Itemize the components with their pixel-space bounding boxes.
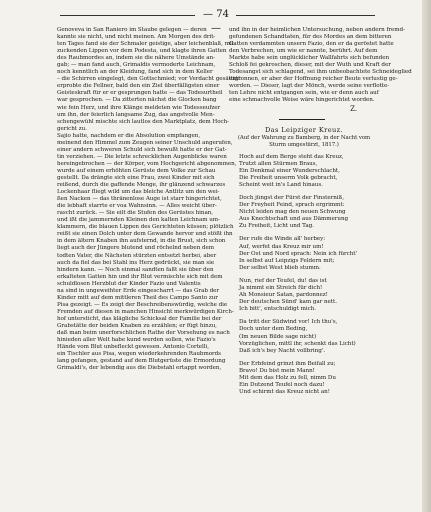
text-line: Geisteskraft für er er gesprungen hatte — das Todesurtheil — [57, 90, 223, 97]
text-line: hof untersticht, das klägliche Schicksal der Familie bei der — [57, 315, 222, 322]
text-line: ten Tages fand sie der Schmaler geistige, aber leichenblaß, mit — [57, 41, 234, 48]
text-line: meinend den Himmel zum Zeugen seiner Unschuld angerufen, — [57, 139, 233, 146]
text-line: wie fein Herz, und ihre Klänge meldeten wie Todesseufzer — [57, 104, 221, 111]
text-line: Hoch auf dem Berge steht das Kreuz, — [239, 153, 344, 160]
text-line: Aus Knechtschaft und aus Dämmerung — [239, 216, 349, 223]
text-line: Trutzt allen Stürmen Braus, — [239, 160, 318, 167]
section-divider — [279, 119, 325, 120]
text-line: erkalteten Gatten hin und ihr Blut vermischte sich mit dem — [57, 273, 223, 280]
text-line: Vorzüglichen, mittl ihr, schenkt das Licht) — [239, 340, 356, 347]
text-line: rascht zurück. — Sie eilt die Stufen des Gerüstes hinan, — [57, 210, 214, 217]
poem-stanza — [229, 278, 379, 313]
text-line: hereingebrochen — der Körper, vom Hochgericht abgenommen, — [57, 160, 237, 167]
text-line: klammern, die blauen Lippen des Gerichteten küssen; plötzlich — [57, 224, 234, 231]
text-line: Die Freiheit unserm Volk gebracht, — [239, 174, 338, 181]
poem-title: Das Leipziger Kreuz. — [264, 125, 344, 134]
text-line: Kinder mitt auf dem mittleren Theil des Campo Santo zur — [57, 294, 218, 301]
text-line: hinieden aller Welt habe kund werden sollen, wie Fazio's — [57, 337, 216, 344]
text-line: Lockenhaar fliegt wild um das bleiche Antlitz um den wei- — [57, 189, 220, 196]
text-line: Hände vom Blut unbefleckt gewesen. Antonio Cortelli, — [57, 344, 209, 351]
text-line: des Raubmordes an, indem sie die nähere Umstände an- — [57, 55, 215, 62]
text-line: Doch unter dem Beding, — [239, 326, 308, 333]
text-line: und ihn in der heimlichen Untersuchung, neben andern fremd- — [229, 27, 405, 33]
text-line: Nun, rief der Teufel, du! das ist — [239, 277, 327, 284]
text-line: daß man beim unerforschlichen Rathe der Vorsehung es nach — [57, 330, 230, 337]
text-line: schuldlosen Herzblut der Kinder Fazio und Valentis — [57, 280, 201, 287]
text-line: tin verziehen. — Die letzte schrecklichen Augenblicke waren — [57, 153, 227, 160]
text-line: erprobte die Fellner, bald den ein Ziel überfälligsten einer — [57, 83, 220, 90]
text-line: wurde auf einem erhöhten Gerüste dem Volke zur Schau — [57, 167, 216, 174]
text-line: lang gefangen, gestand auf dem Blutgerüste die Ermordung — [57, 358, 226, 365]
poem-stanza — [229, 236, 379, 271]
right-column — [229, 27, 412, 402]
text-line: Der selbst West blieb stumm. — [239, 264, 321, 271]
text-line: gab; — man fand auch, Grimaldis vermoderte Leichnam, — [57, 62, 216, 69]
text-line: Todesangst sich schlagend, sei ihm unbeobachtete Schneideglied — [229, 69, 412, 76]
text-line: Zu Freiheit, Licht und Tag. — [239, 223, 314, 230]
text-line: Der Erbfeind grinzt ihm Beifall zu; — [239, 360, 336, 367]
text-line: Ich bitt', entschuldigt mich. — [239, 306, 316, 313]
text-line: Ein Dutzend Teufel noch dazu! — [239, 382, 325, 389]
text-line: Der Freyheit Feind, sprach ergrimmt: — [239, 202, 345, 209]
text-line: die lebhaft starrte er voa Wahnsinn. — Alles weicht über- — [57, 203, 217, 210]
text-line: eine schmachvolle Weise wäre hingerichtet worden. — [229, 97, 375, 104]
text-line: In selbst auf Leipzigs Feldern mit; — [239, 257, 335, 264]
text-line: kannte sie nicht, und nicht meinen. Am Morgen des drit- — [57, 34, 216, 41]
text-line: Pisa gezeigt. — Es zeigt der Beschreibenswürdig, welche die — [57, 301, 228, 308]
text-line: Markte habe sein unglücklicher Wallfahrts sich befunden — [229, 55, 390, 62]
text-line: reißend, durch die gaffende Menge, ihr glänzend schwarzes — [57, 182, 226, 189]
text-line: Und schirmt das Kreuz nicht an! — [239, 389, 330, 396]
poem-stanza — [229, 154, 379, 189]
text-line: noch kenntlich an der Kleidung, fand sich in dem Keller — [57, 69, 213, 76]
text-line: Grimaldi's, der lebendig aus die Diebstahl ertappt worden, — [57, 365, 222, 372]
text-line: (Im neuen Bilde sage nicht) — [239, 333, 317, 340]
text-line: Nicht leiden mag den neuen Schwung — [239, 209, 346, 216]
header-rule-right — [236, 15, 375, 16]
poem-stanza — [229, 319, 379, 354]
poem-body — [229, 154, 379, 397]
page-number: — 74 — — [203, 9, 229, 34]
poem-subtitle: (Auf der Wahrung zu Bamberg, in der Nacht vom Sturm umgestürzt, 1817.) — [237, 134, 371, 148]
text-line: ein Tischler aus Pisa, wegen wiederkehrenden Raubmords — [57, 351, 221, 358]
text-line: todten Vater, die Nächsten stürzten entsetzt herbei, aber — [57, 252, 217, 259]
header-rule-left — [60, 15, 195, 16]
text-line: um ihn, der feierlich langsame Zug, das angstvolle Men- — [57, 111, 215, 118]
text-line: Der deutschen Sünd' kam gar nett. — [239, 299, 337, 306]
author-signature: Z. — [350, 104, 357, 113]
text-line: Ein Denkmal einer Wunderschlacht, — [239, 167, 340, 174]
text-line: gestellt. Da drängte sich eine Frau, zwei Kinder mit sich — [57, 174, 215, 181]
text-line: Daß ich's bey Nacht vollbring'. — [239, 347, 325, 354]
text-line: Da tritt der Südwind vor! Ich thu's, — [239, 319, 338, 326]
text-line: Doch jüngst der Fürst der Finsterniß, — [239, 194, 344, 201]
text-line: Schloß fei gekroschen, dieser, mit der Wuth und Kraft der — [229, 62, 391, 69]
text-line: und ißt die jammernden Kleinen den kalten Leichnam um- — [57, 217, 220, 224]
text-line: Grabstätte der beiden Knaben zu erzählen; er fügt hinzu, — [57, 322, 217, 329]
left-column — [57, 27, 241, 372]
text-line: ßen Nacken — das thränenlose Auge ist starr hingerichtet, — [57, 196, 222, 203]
text-line: Genovevа in San Raniero im Staube gelegen — deren — [57, 27, 207, 33]
book-spine-shadow — [422, 0, 431, 512]
text-line: hindern kann. — Noch einmal sandten faßt sie über den — [57, 266, 214, 273]
text-line: Fremden auf diesen in manchen Hinsicht merkwürdigen Kirch- — [57, 308, 234, 315]
text-line: auch da fiel das bei Stahl ins Herz gedrückt, sie man sie — [57, 259, 215, 266]
text-line: Ja nimmt ein Streich für dich! — [239, 285, 323, 292]
text-line: den Verbrechen, um wie er nannte, berührt. Auf dem — [229, 48, 378, 55]
article-continuation — [229, 27, 412, 105]
text-line: Auf, werfet das Kreuz mir um! — [239, 243, 324, 250]
text-line: Der Ost und Nord sprach: Nein ich fürcht' — [239, 250, 357, 257]
text-line: liegt auch der Jüngere blutend und röchelnd neben dem — [57, 245, 215, 252]
text-line: Mit dem das Holz zu fell, nimm Du — [239, 375, 336, 382]
text-line: Sajio hatte, nachdem er die Absolution empfangen, — [57, 132, 201, 139]
text-line: Gatten verdammten unsern Fazio, den er da geröstet hatte — [229, 41, 394, 48]
text-line: entronnen, er aber der Hoffnung reicher Beute verlustig ge- — [229, 76, 398, 83]
text-line: – die Schirren eingelegt, den Gottschmied; vor Verdacht gesättigt — [57, 76, 241, 83]
text-line: reißt sie einen Dolch unter dem Gewande hervor und stößt ihn — [57, 231, 233, 238]
text-line: Bravo! Du bist mein Mann! — [239, 367, 315, 374]
text-line: ten Lehre nicht entgangen sein, wie er denn auch auf — [229, 90, 379, 97]
text-line: schengewühl mischte sich lautlos den Marktplatz, dem Hoch- — [57, 118, 230, 125]
text-line: zuckenden Lippen vor dem Podesta, und klagte ihren Gatten — [57, 48, 227, 55]
text-line: gericht zu. — [57, 125, 87, 132]
text-line: Ah Monsieur Satan, pardonnez! — [239, 292, 328, 299]
text-line: Scheint weit in's Land hinaus. — [239, 181, 323, 188]
text-line: war gesprochen. — Da zitterten nächst die Glocken bang — [57, 97, 217, 104]
text-line: in dem ältern Knaben ihn aufsternd, in die Brust, sich schon — [57, 238, 226, 245]
text-line: Der rufe die Winde all' herbey: — [239, 236, 326, 243]
poem-stanza — [229, 195, 379, 230]
text-line: einer andern schweren Schuld sich bewußt hatte er der Gat- — [57, 146, 227, 153]
text-line: na sind in ungeweihter Erde eingescharrt — das Grab der — [57, 287, 220, 294]
text-line: gefundenen Schandtaten, für des Mordes an dem bitteren — [229, 34, 392, 41]
text-line: worden. — Dieser, lagt der Mönch, werde seine verflotte- — [229, 83, 390, 90]
poem-stanza — [229, 361, 379, 396]
